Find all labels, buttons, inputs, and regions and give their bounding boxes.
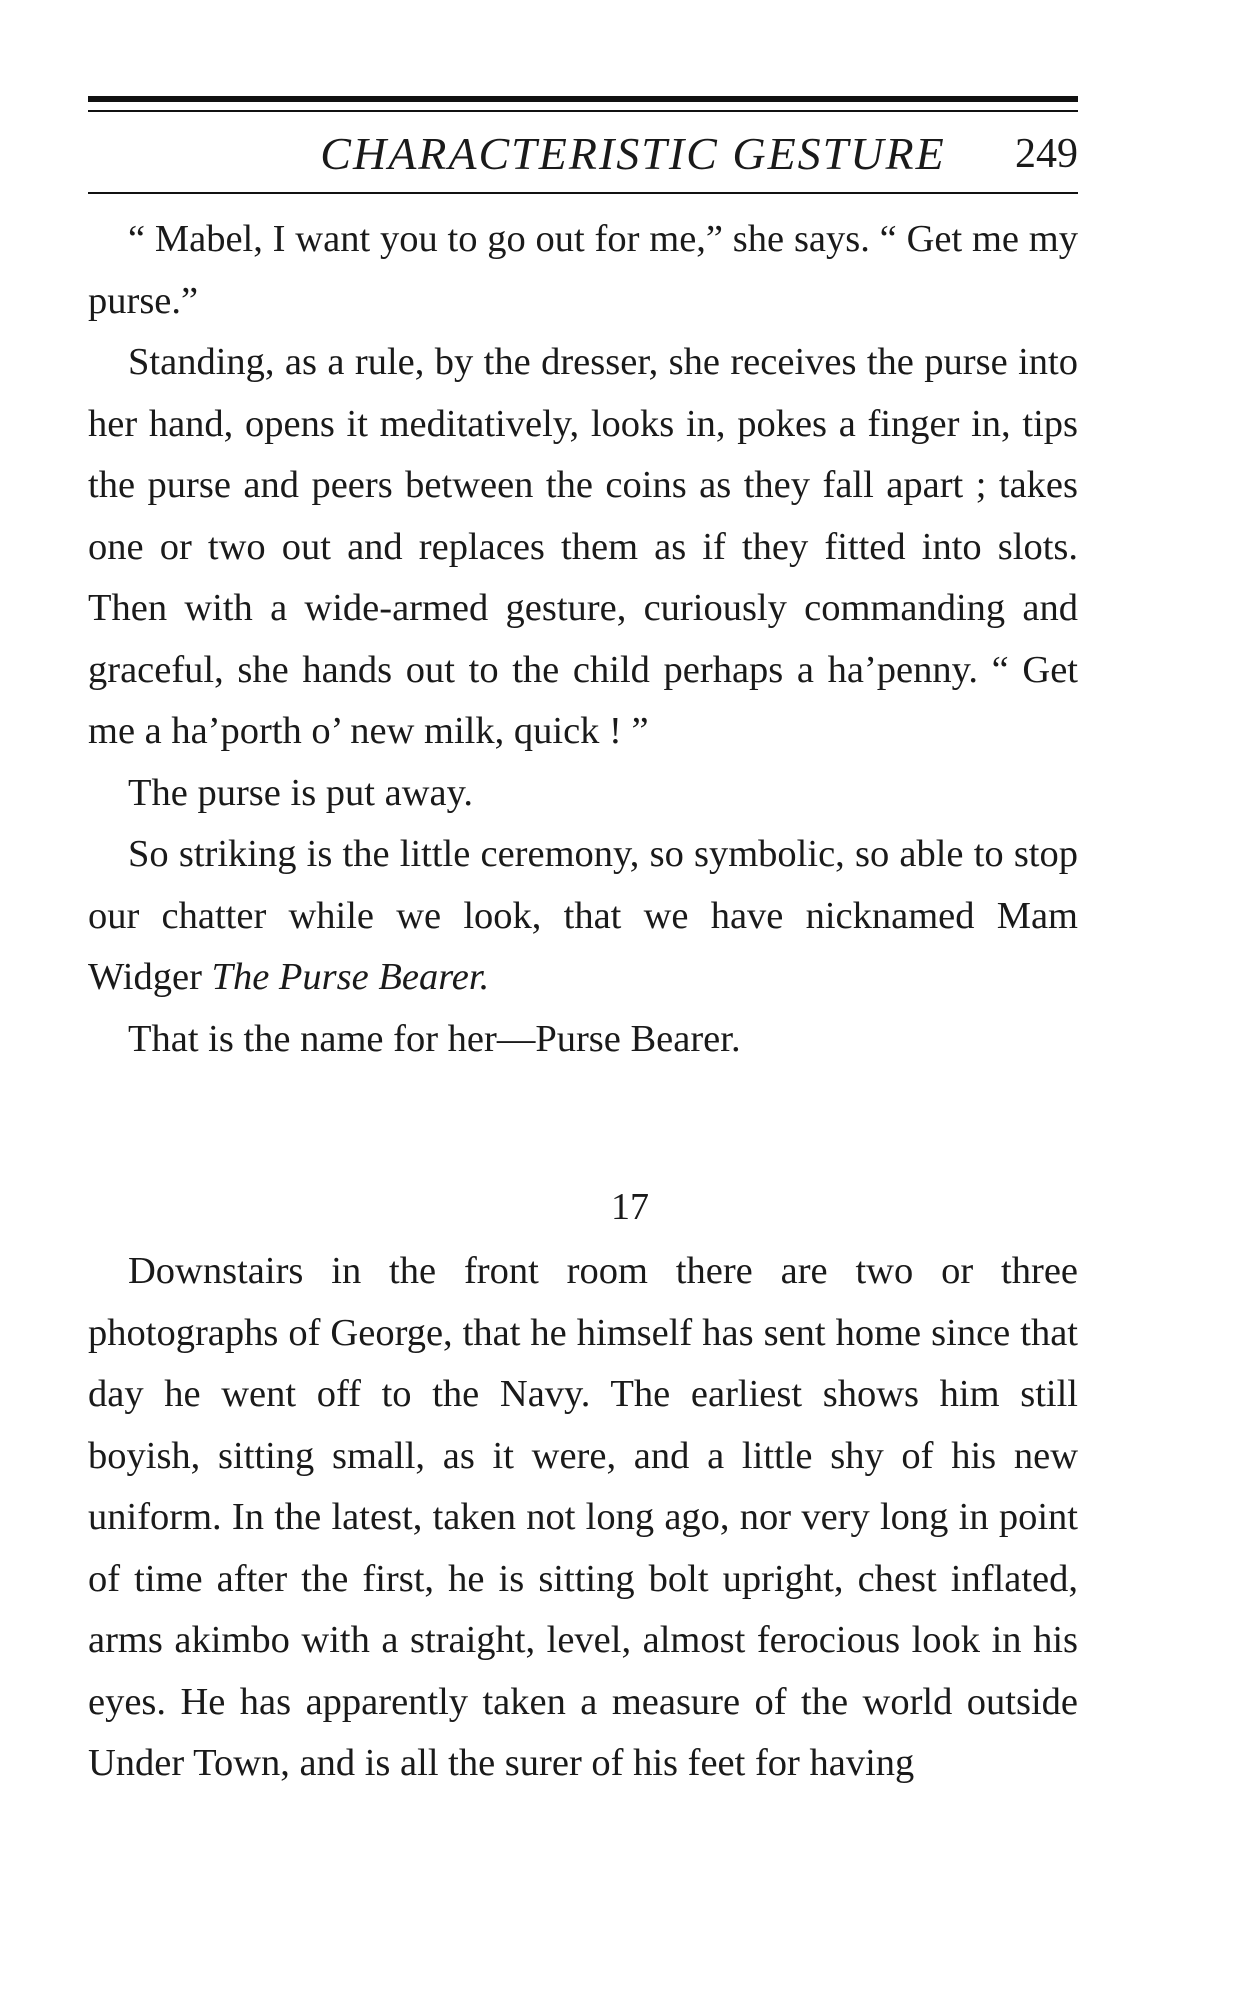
header-rule-thin: [88, 110, 1078, 112]
running-head: CHARACTERISTIC GESTURE: [320, 128, 946, 179]
paragraph: “ Mabel, I want you to go out for me,” she says. “ Get me my purse.”: [88, 218, 1078, 322]
paragraph: Downstairs in the front room there are two or three photographs of George, that he himself has sent home since that day he went off to the Navy. The earliest shows him still boyish, sitting small, as it were, and a little shy of his new uniform. In the latest, taken not long ago, nor very long in point of time after the first, he is sitting bolt upright, chest inflated, arms akimbo with a straight, level, almost ferocious look in his eyes. He has apparently taken a measure of the world outside Under Town, and is all the surer of his feet for having: [88, 1250, 1078, 1784]
paragraph: The purse is put away.: [128, 771, 473, 814]
paragraph: Standing, as a rule, by the dresser, she receives the purse into her hand, opens it meditatively, looks in, pokes a finger in, tips the purse and peers between the coins as they fall apart ; takes one or two out and replaces them as if they fitted into slots. Then with a wide-armed gesture, curiously commanding and graceful, she hands out to the child perhaps a ha’penny. “ Get me a ha’porth o’ new milk, quick ! ”: [88, 341, 1078, 752]
paragraph-text: So striking is the little ceremony, so symbolic, so able to stop our chatter while we look, that we have nicknamed Mam Widger: [88, 833, 1078, 998]
section-a-text: [88, 209, 1078, 1070]
section-number: 17: [611, 1186, 649, 1228]
paragraph: [88, 824, 1078, 1009]
page-header: [88, 120, 1078, 188]
page-number: 249: [1015, 131, 1078, 177]
header-rule-bottom: [88, 192, 1078, 194]
section-b-text: [88, 1241, 1078, 1795]
italic-title: The Purse Bearer.: [211, 956, 490, 998]
header-rule-thick: [88, 96, 1078, 102]
paragraph: That is the name for her—Purse Bearer.: [128, 1017, 741, 1060]
